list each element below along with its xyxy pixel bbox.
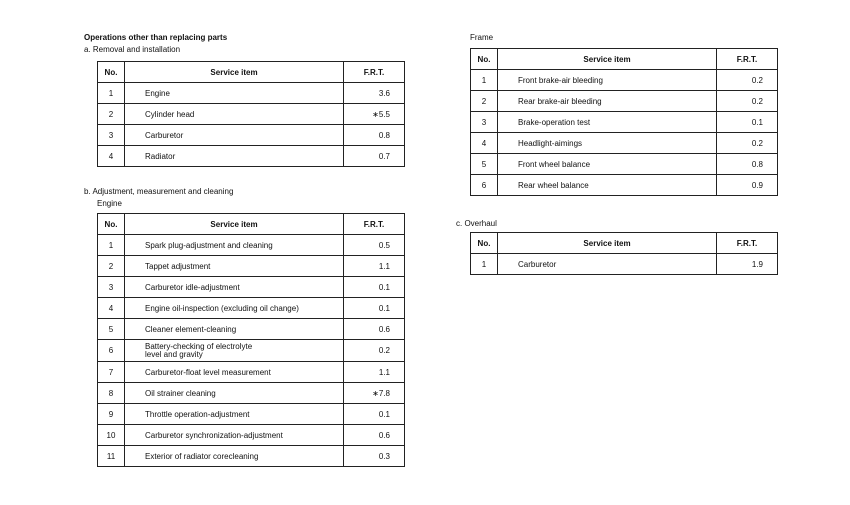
row-item: Oil strainer cleaning (125, 383, 344, 404)
row-frt: 0.1 (344, 298, 405, 319)
table-row (98, 340, 405, 362)
overhaul-table (470, 232, 778, 275)
row-no: 6 (98, 340, 125, 362)
col-no: No. (98, 62, 125, 83)
row-frt: 0.9 (717, 175, 778, 196)
row-no: 10 (98, 425, 125, 446)
adjustment-table (97, 213, 405, 467)
col-service-item: Service item (498, 49, 717, 70)
row-frt: 0.6 (344, 425, 405, 446)
row-frt: 0.2 (717, 70, 778, 91)
row-no: 9 (98, 404, 125, 425)
row-no: 5 (98, 319, 125, 340)
row-item: Brake-operation test (498, 112, 717, 133)
row-item: Radiator (125, 146, 344, 167)
col-no: No. (471, 233, 498, 254)
row-item: Exterior of radiator corecleaning (125, 446, 344, 467)
col-frt: F.R.T. (344, 62, 405, 83)
row-item: Rear wheel balance (498, 175, 717, 196)
row-frt: 0.2 (344, 340, 405, 362)
col-frt: F.R.T. (717, 233, 778, 254)
row-no: 11 (98, 446, 125, 467)
row-no: 3 (98, 277, 125, 298)
table-row (98, 104, 405, 125)
row-no: 4 (98, 146, 125, 167)
row-frt: 3.6 (344, 83, 405, 104)
col-service-item: Service item (498, 233, 717, 254)
row-frt: 1.1 (344, 256, 405, 277)
page-heading: Operations other than replacing parts (84, 33, 228, 42)
row-item: Cylinder head (125, 104, 344, 125)
table-row (471, 112, 778, 133)
row-item: Carburetor-float level measurement (125, 362, 344, 383)
row-frt: 0.6 (344, 319, 405, 340)
row-item: Carburetor idle-adjustment (125, 277, 344, 298)
row-no: 1 (471, 70, 498, 91)
overhaul-title: c. Overhaul (456, 219, 497, 228)
row-item: Front wheel balance (498, 154, 717, 175)
row-frt: 1.1 (344, 362, 405, 383)
table-row (471, 154, 778, 175)
row-item: Carburetor (125, 125, 344, 146)
table-row (98, 446, 405, 467)
row-no: 3 (471, 112, 498, 133)
col-no: No. (471, 49, 498, 70)
section-a-title: a. Removal and installation (84, 45, 181, 54)
table-row (471, 70, 778, 91)
table-row (98, 425, 405, 446)
row-frt: 0.1 (717, 112, 778, 133)
table-row (98, 404, 405, 425)
row-item: Tappet adjustment (125, 256, 344, 277)
row-no: 1 (471, 254, 498, 275)
table-row (98, 256, 405, 277)
row-no: 8 (98, 383, 125, 404)
table-row (98, 298, 405, 319)
table-row (471, 133, 778, 154)
table-row (98, 235, 405, 256)
row-frt: ∗5.5 (344, 104, 405, 125)
table-row (98, 383, 405, 404)
row-no: 4 (98, 298, 125, 319)
table-row (471, 175, 778, 196)
section-b-subtitle: Engine (97, 199, 122, 208)
row-item: Spark plug-adjustment and cleaning (125, 235, 344, 256)
section-b-title: b. Adjustment, measurement and cleaning (84, 187, 234, 196)
table-row (98, 362, 405, 383)
row-frt: ∗7.8 (344, 383, 405, 404)
row-frt: 0.3 (344, 446, 405, 467)
row-item: Carburetor (498, 254, 717, 275)
row-item: Engine oil-inspection (excluding oil change) (125, 298, 344, 319)
row-item: Cleaner element-cleaning (125, 319, 344, 340)
row-frt: 0.8 (717, 154, 778, 175)
row-frt: 0.1 (344, 404, 405, 425)
row-frt: 0.2 (717, 91, 778, 112)
removal-installation-table (97, 61, 405, 167)
row-no: 2 (98, 256, 125, 277)
row-frt: 0.5 (344, 235, 405, 256)
row-no: 1 (98, 83, 125, 104)
row-no: 5 (471, 154, 498, 175)
table-row (98, 277, 405, 298)
row-no: 6 (471, 175, 498, 196)
row-no: 7 (98, 362, 125, 383)
col-service-item: Service item (125, 62, 344, 83)
table-row (98, 319, 405, 340)
table-row (98, 83, 405, 104)
row-item: Battery-checking of electrolyte level and gravity (125, 340, 344, 362)
col-frt: F.R.T. (344, 214, 405, 235)
col-frt: F.R.T. (717, 49, 778, 70)
row-item: Front brake-air bleeding (498, 70, 717, 91)
row-item: Carburetor synchronization-adjustment (125, 425, 344, 446)
col-service-item: Service item (125, 214, 344, 235)
row-item: Headlight-aimings (498, 133, 717, 154)
frame-table (470, 48, 778, 196)
row-frt: 0.8 (344, 125, 405, 146)
row-item: Throttle operation-adjustment (125, 404, 344, 425)
row-frt: 0.7 (344, 146, 405, 167)
row-frt: 1.9 (717, 254, 778, 275)
row-item: Rear brake-air bleeding (498, 91, 717, 112)
row-frt: 0.2 (717, 133, 778, 154)
row-no: 2 (98, 104, 125, 125)
row-frt: 0.1 (344, 277, 405, 298)
frame-title: Frame (470, 33, 494, 42)
table-row (471, 91, 778, 112)
row-item: Engine (125, 83, 344, 104)
row-no: 1 (98, 235, 125, 256)
row-no: 4 (471, 133, 498, 154)
row-no: 3 (98, 125, 125, 146)
table-row (98, 146, 405, 167)
table-row (471, 254, 778, 275)
table-row (98, 125, 405, 146)
col-no: No. (98, 214, 125, 235)
row-no: 2 (471, 91, 498, 112)
